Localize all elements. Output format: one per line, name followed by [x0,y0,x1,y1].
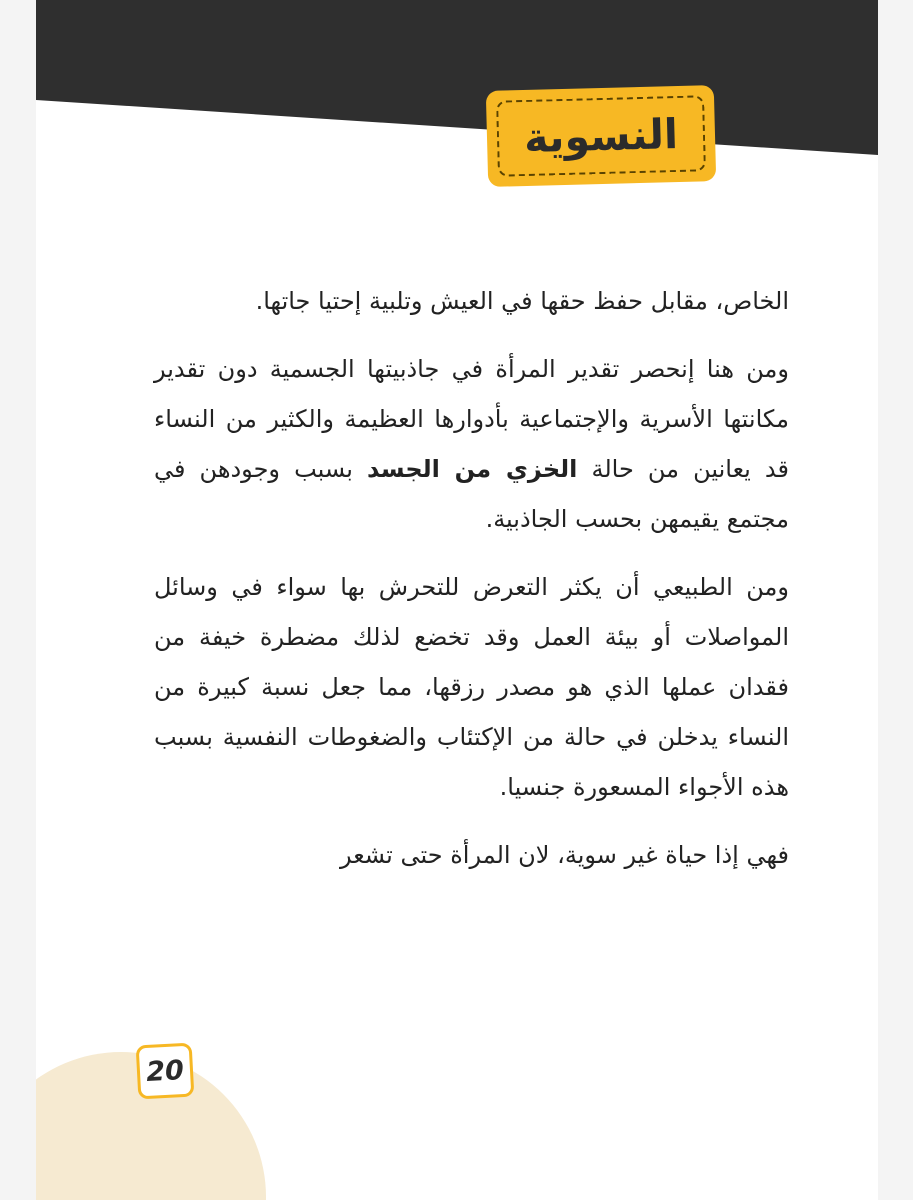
title-badge [486,85,716,187]
book-page [36,0,878,1200]
emphasized-phrase: الخزي من الجسد [367,455,578,483]
body-text [154,276,789,898]
paragraph-2-text-start: ومن هنا إنحصر تقدير المرأة في جاذبيتها الجسمية دون تقدير مكانتها الأسرية والإجتماعية بأدوارها العظيمة والكثير من النساء قد يعانين من حالة [154,355,789,483]
paragraph-2-text-end: بسبب وجودهن في مجتمع يقيمهن بحسب الجاذبية. [154,455,789,533]
paragraph-1: الخاص، مقابل حفظ حقها في العيش وتلبية إحتيا جاتها. [255,287,789,315]
paragraph-2 [154,344,789,544]
header-dark-band [36,0,878,155]
paragraph-3: ومن الطبيعي أن يكثر التعرض للتحرش بها سواء في وسائل المواصلات أو بيئة العمل وقد تخضع لذلك مضطرة خيفة من فقدان عملها الذي هو مصدر رزقها، مما جعل نسبة كبيرة من النساء يدخلن في حالة من الإكتئاب والضغوطات النفسية بسبب هذه الأجواء المسعورة جنسيا. [154,573,789,801]
page-title: النسوية [523,109,679,163]
page-number-badge [136,1043,195,1100]
page-number: 20 [145,1054,185,1088]
paragraph-4: فهي إذا حياة غير سوية، لان المرأة حتى تشعر [339,841,789,869]
